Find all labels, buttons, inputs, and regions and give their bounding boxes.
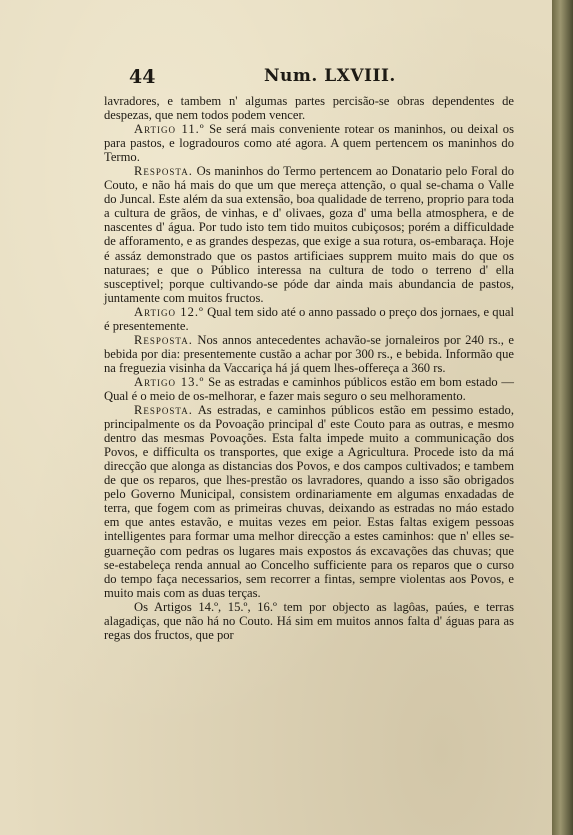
paragraph-text: As estradas, e caminhos públicos estão em pessimo estado, principalmente os da Povoação principal d' este Couto para as outras, e mesmo dentro das mesmas Povoações. Esta falta impede muito a communicação dos Povos, e difficulta os transportes, que exige a Agricultura. Procede isto da má direcção que alonga as distancias dos Povos, e dos campos cultivados; e tambem de que os reparos, que lhes-prestão os lavradores, quando a isso são obrigados pelo Governo Municipal, consistem ordinariamente em algumas enxadadas de terra, que fogem com as primeiras chuvas, deixando as estradas no máo estado em que antes estavão, e muitas vezes em peior. Estas faltas exigem pessoas intelligentes para formar uma melhor direcção a estes caminhos: que n' elles se-guarneção com pedras os lugares mais expostos ás excavações das chuvas; que se-estabeleça renda annual ao Concelho sufficiente para os reparos que o curso do tempo faça necessarios, sem recorrer a fintas, sempre violentas aos Povos, e muito mais com as duas terças. [104,403,514,600]
paragraph-text: Qual tem sido até o anno passado o preço dos jornaes, e qual é presentemente. [104,304,514,333]
paragraph-text: Se as estradas e caminhos públicos estão em bom estado — Qual é o meio de os-melhorar, e fazer mais seguro o seu melhoramento. [104,374,514,403]
paragraph-label: Resposta. [134,332,193,347]
body-text [104,94,514,642]
paragraph-text: lavradores, e tambem n' algumas partes percisão-se obras dependentes de despezas, que nem todos podem vencer. [104,94,514,123]
paragraph-artigos-14-16 [104,600,514,642]
paragraph-artigo-13 [104,375,514,403]
paragraph-artigo-12 [104,305,514,333]
paragraph-resposta-13 [104,403,514,600]
paragraph-label: Artigo 11.º [134,122,205,137]
paragraph-label: Artigo 12.º [134,304,204,319]
paragraph-resposta-12 [104,333,514,375]
book-edge [552,0,573,835]
page-number: 44 [129,66,156,88]
paragraph-text: Os Artigos 14.º, 15.º, 16.º tem por objecto as lagôas, paúes, e terras alagadiças, que não há no Couto. Há sim em muitos annos falta d' águas para as regas dos fructos, que por [104,599,514,642]
page-header [129,66,469,94]
paragraph-continuation [104,94,514,122]
paragraph-artigo-11 [104,122,514,164]
paragraph-label: Resposta. [134,403,193,418]
running-title: Num. LXVIII. [264,66,396,86]
paragraph-text: Se será mais conveniente rotear os maninhos, ou deixal os para pastos, e logradouros como até agora. A quem pertencem os maninhos do Termo. [104,122,514,165]
paragraph-label: Artigo 13.º [134,374,205,389]
paragraph-label: Resposta. [134,164,193,179]
paragraph-resposta-11 [104,164,514,304]
paragraph-text: Nos annos antecedentes achavão-se jornaleiros por 240 rs., e bebida por dia: presentemente custão a achar por 300 rs., e bebida. Informão que na freguezia visinha da Vaccariça há já quem lhes-offereça a 360 rs. [104,332,514,375]
paragraph-text: Os maninhos do Termo pertencem ao Donatario pelo Foral do Couto, e não há mais do que um que mereça attenção, o qual se-chama o Valle do Juncal. Este além da sua extensão, boa qualidade de terreno, proprio para toda a cultura de grãos, de vinhas, e d' olivaes, goza d' uma bella atmosphera, e de nascentes d' água. Por tudo isto tem tido muitos cubiçosos; porém a difficuldade de afforamento, e as grandes despezas, que exige a sua rotura, os-embaraça. Hoje é assáz demonstrado que os pastos artificiaes supprem muito mais do que os naturaes; e que o Público interessa na cultura de todo o terreno d' ella susceptivel; porque cultivando-se póde dar ainda mais abundancia de pastos, juntamente com muitos fructos. [104,164,514,305]
